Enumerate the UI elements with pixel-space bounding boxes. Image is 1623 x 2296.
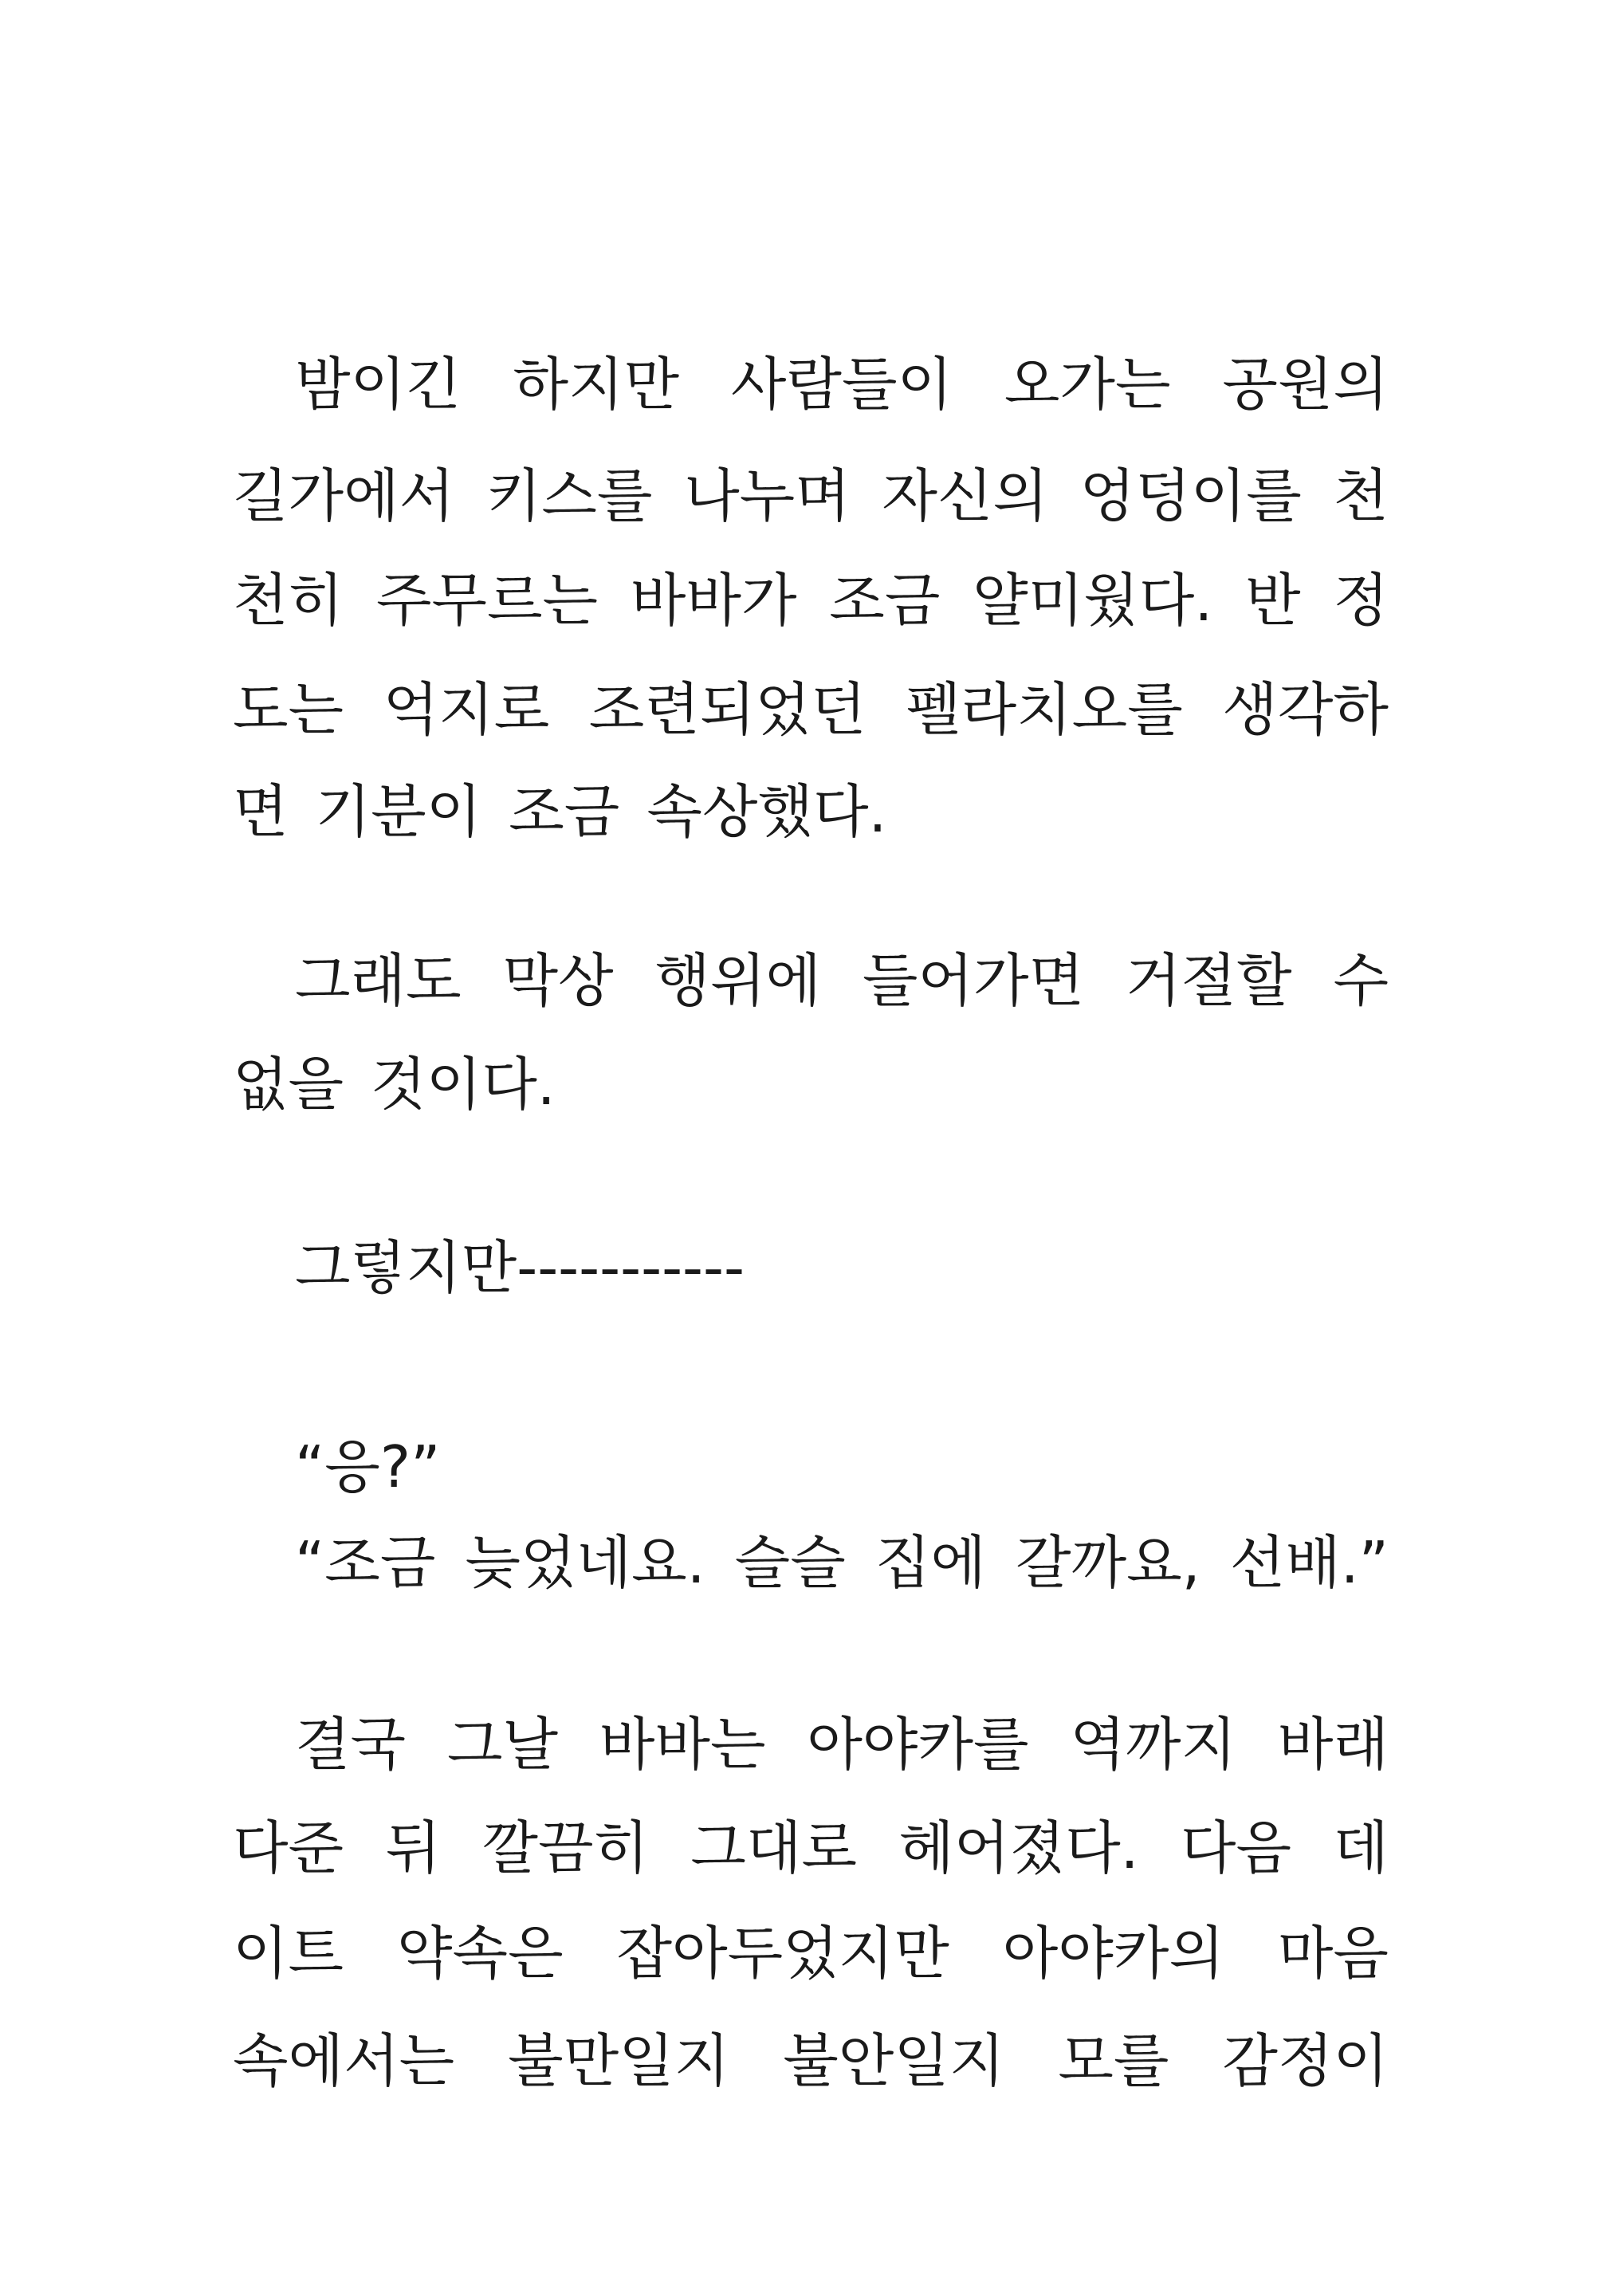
word: 밤이긴 bbox=[295, 351, 462, 418]
word: 다준 bbox=[233, 1814, 344, 1881]
word: 막상 bbox=[502, 947, 614, 1014]
word: 아야카를 bbox=[807, 1711, 1029, 1778]
word: 행위에 bbox=[654, 947, 822, 1014]
word: 헤어졌다. bbox=[898, 1814, 1139, 1881]
word: 기분이 bbox=[315, 778, 482, 845]
word: 나누며 bbox=[684, 462, 851, 529]
word: 얄미웠다. bbox=[973, 567, 1213, 634]
word: 생각하 bbox=[1222, 676, 1389, 743]
word: 역까지 bbox=[1070, 1711, 1237, 1778]
text-line bbox=[233, 764, 1389, 859]
word: 속상했다. bbox=[646, 778, 887, 845]
word: 갈까요, bbox=[1016, 1529, 1201, 1596]
text-line bbox=[295, 336, 1389, 432]
word: 조금 bbox=[829, 567, 941, 634]
word: 그날 bbox=[446, 1711, 559, 1778]
dialogue-line bbox=[295, 1419, 1389, 1515]
word: 조금 bbox=[509, 778, 620, 845]
word: 다음 bbox=[1180, 1814, 1291, 1881]
word: 억지로 bbox=[383, 676, 550, 743]
text-line bbox=[233, 1800, 1389, 1896]
word: 집에 bbox=[874, 1529, 986, 1596]
word: 오가는 bbox=[1004, 351, 1171, 418]
word: 키스를 bbox=[485, 462, 653, 529]
word: 속에서는 bbox=[233, 2027, 455, 2094]
word: 모를 bbox=[1058, 2027, 1169, 2094]
text-line bbox=[233, 448, 1389, 544]
word: 마음 bbox=[1277, 1920, 1389, 1987]
text-line bbox=[295, 1220, 1389, 1315]
word: 거절할 bbox=[1125, 947, 1292, 1014]
word: 조련되었던 bbox=[588, 676, 867, 743]
word: 이트 bbox=[233, 1920, 344, 1987]
word: “응?” bbox=[295, 1433, 441, 1500]
word: 감정이 bbox=[1222, 2027, 1389, 2094]
word: 사람들이 bbox=[730, 351, 953, 418]
dialogue-line bbox=[295, 1515, 1389, 1610]
word: 바바가 bbox=[630, 567, 797, 634]
text-line bbox=[295, 933, 1389, 1028]
word: 불안일지 bbox=[783, 2027, 1005, 2094]
word: 천히 bbox=[233, 567, 344, 634]
word: 들어가면 bbox=[862, 947, 1085, 1014]
word: 자신의 bbox=[882, 462, 1048, 529]
word: 펠라치오를 bbox=[906, 676, 1183, 743]
word: 그대로 bbox=[690, 1814, 858, 1881]
word: 엉덩이를 bbox=[1079, 462, 1302, 529]
word: “조금 bbox=[295, 1529, 436, 1596]
word: 정 bbox=[1333, 567, 1389, 634]
word: 하지만 bbox=[513, 351, 680, 418]
word: 반 bbox=[1245, 567, 1301, 634]
word: 그렇지만----------- bbox=[295, 1234, 745, 1301]
word: 공원의 bbox=[1222, 351, 1389, 418]
word: 불만일지 bbox=[508, 2027, 730, 2094]
word: 도는 bbox=[233, 676, 344, 743]
book-page bbox=[233, 0, 1389, 2296]
word: 잡아두었지만 bbox=[616, 1920, 949, 1987]
word: 그래도 bbox=[295, 947, 462, 1014]
text-line bbox=[233, 2013, 1389, 2109]
word: 늦었네요. bbox=[465, 1529, 705, 1596]
word: 바래 bbox=[1277, 1711, 1389, 1778]
text-line bbox=[233, 662, 1389, 757]
word: 약속은 bbox=[397, 1920, 564, 1987]
word: 결국 bbox=[295, 1711, 407, 1778]
word: 천 bbox=[1333, 462, 1389, 529]
text-line bbox=[233, 552, 1389, 648]
word: 바바는 bbox=[599, 1711, 766, 1778]
word: 길가에서 bbox=[233, 462, 455, 529]
word: 슬슬 bbox=[734, 1529, 846, 1596]
word: 뒤 bbox=[385, 1814, 442, 1881]
text-line bbox=[233, 1905, 1389, 2001]
text-line bbox=[233, 1036, 1389, 1132]
text-line bbox=[295, 1696, 1389, 1792]
word: 수 bbox=[1333, 947, 1389, 1014]
word: 깔끔히 bbox=[482, 1814, 650, 1881]
word: 데 bbox=[1333, 1814, 1389, 1881]
word: 아야카의 bbox=[1002, 1920, 1224, 1987]
word: 주무르는 bbox=[375, 567, 599, 634]
word: 없을 bbox=[233, 1051, 344, 1118]
word: 것이다. bbox=[371, 1051, 556, 1118]
word: 면 bbox=[233, 778, 289, 845]
word: 선배.” bbox=[1229, 1529, 1389, 1596]
